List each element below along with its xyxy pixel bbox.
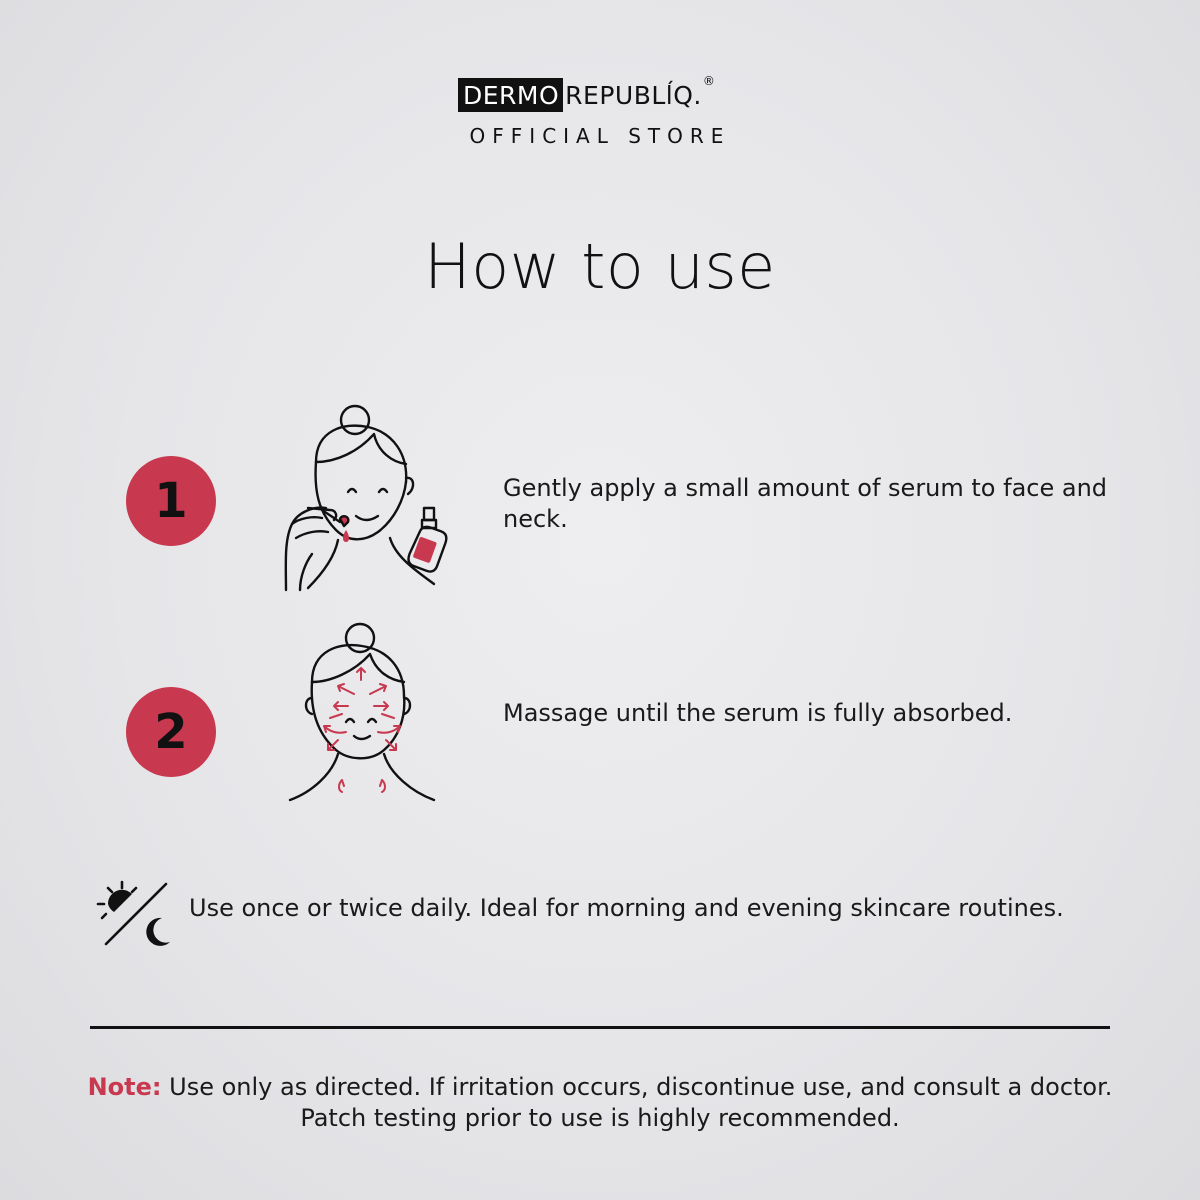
note-line-2: Patch testing prior to use is highly recommended.: [300, 1104, 900, 1132]
frequency-text: Use once or twice daily. Ideal for morning and evening skincare routines.: [189, 894, 1064, 922]
store-label: OFFICIAL STORE: [469, 124, 731, 148]
brand-logo: [458, 74, 715, 116]
divider: [90, 1026, 1110, 1029]
logo-rest-text: [563, 73, 716, 110]
step-2-text: Massage until the serum is fully absorbed.: [503, 699, 1013, 727]
page-title: How to use: [424, 230, 776, 303]
registered-mark: ®: [702, 73, 716, 88]
day-night-icon: [96, 878, 176, 954]
logo-box-text: DERMO: [458, 78, 563, 112]
apply-serum-illustration: [278, 400, 448, 599]
step-1-text: Gently apply a small amount of serum to face and neck.: [503, 474, 1108, 533]
note: [40, 1072, 1160, 1134]
note-text-1: Use only as directed. If irritation occurs, discontinue use, and consult a doctor.: [161, 1073, 1113, 1101]
step-1-badge: 1: [126, 456, 216, 546]
note-label: Note:: [87, 1073, 162, 1101]
face-massage-illustration: [282, 620, 442, 814]
logo-rest-label: REPUBLĺQ.: [565, 80, 702, 110]
note-line-1: [40, 1072, 1160, 1103]
step-2-badge: 2: [126, 687, 216, 777]
